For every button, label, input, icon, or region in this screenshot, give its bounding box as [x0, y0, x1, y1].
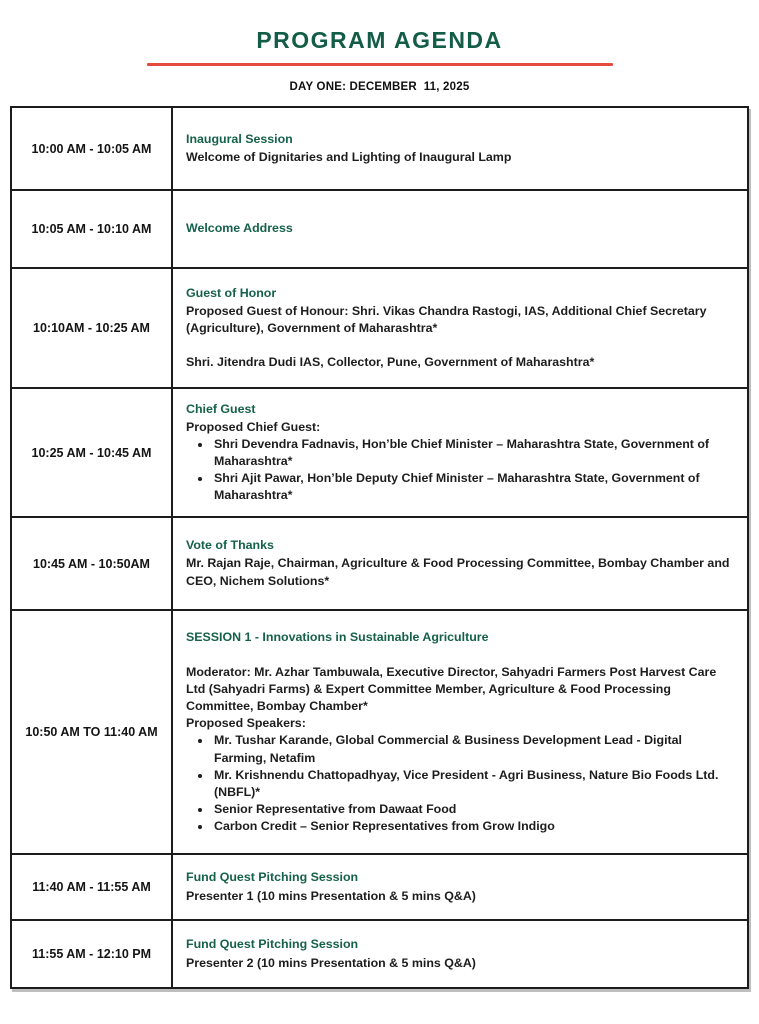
- session-text: Mr. Rajan Raje, Chairman, Agriculture & Food Processing Committee, Bombay Chamber and CEO, Nichem Solutions*: [186, 556, 730, 588]
- session-details: [173, 611, 747, 853]
- session-text: Proposed Guest of Honour: Shri. Vikas Chandra Rastogi, IAS, Additional Chief Secretary (Agriculture), Government of Maharashtra*: [186, 303, 707, 335]
- time-slot: 10:45 AM - 10:50AM: [12, 518, 173, 609]
- time-slot: 10:25 AM - 10:45 AM: [12, 389, 173, 516]
- agenda-row: [12, 921, 747, 987]
- spacer: [186, 337, 731, 354]
- agenda-row: [12, 389, 747, 518]
- session-details: [173, 108, 747, 189]
- speaker-item: • Mr. Tushar Karande, Global Commercial & Business Development Lead - Digital Farming, Netafim: [212, 732, 731, 766]
- agenda-row: [12, 108, 747, 191]
- agenda-row: [12, 611, 747, 855]
- time-slot: 11:40 AM - 11:55 AM: [12, 855, 173, 919]
- time-slot: 10:50 AM TO 11:40 AM: [12, 611, 173, 853]
- session-details: [173, 191, 747, 267]
- agenda-table: [10, 106, 749, 989]
- speaker-list: [186, 436, 731, 504]
- speaker-item: • Mr. Krishnendu Chattopadhyay, Vice President - Agri Business, Nature Bio Foods Ltd. (NBFL)*: [212, 767, 731, 801]
- agenda-row: [12, 269, 747, 389]
- session-title: Chief Guest: [186, 401, 256, 416]
- session-details: [173, 389, 747, 516]
- session-text: Moderator: Mr. Azhar Tambuwala, Executive Director, Sahyadri Farmers Post Harvest Care Ltd (Sahyadri Farms) & Expert Committee Member, Agriculture & Food Processing Committee, Bombay Chamber*: [186, 665, 717, 714]
- speaker-item: • Shri Devendra Fadnavis, Hon’ble Chief Minister – Maharashtra State, Government of Maharashtra*: [212, 436, 731, 470]
- title-divider: [147, 63, 613, 66]
- speaker-list: [186, 732, 731, 835]
- time-slot: 10:10AM - 10:25 AM: [12, 269, 173, 387]
- agenda-row: [12, 191, 747, 269]
- session-text: Welcome of Dignitaries and Lighting of Inaugural Lamp: [186, 150, 512, 164]
- session-text: Shri. Jitendra Dudi IAS, Collector, Pune, Government of Maharashtra*: [186, 355, 595, 370]
- session-title: Guest of Honor: [186, 285, 277, 300]
- session-title: Vote of Thanks: [186, 538, 274, 553]
- session-title: SESSION 1 - Innovations in Sustainable Agriculture: [186, 629, 489, 644]
- agenda-row: [12, 855, 747, 921]
- session-details: [173, 269, 747, 387]
- session-details: [173, 921, 747, 987]
- session-title: Fund Quest Pitching Session: [186, 870, 359, 885]
- agenda-row: [12, 518, 747, 611]
- session-text: Proposed Chief Guest:: [186, 419, 321, 434]
- speaker-item: • Carbon Credit – Senior Representatives from Grow Indigo: [212, 818, 731, 835]
- time-slot: 11:55 AM - 12:10 PM: [12, 921, 173, 987]
- page-title: PROGRAM AGENDA: [256, 27, 503, 53]
- speaker-item: • Shri Ajit Pawar, Hon’ble Deputy Chief Minister – Maharashtra State, Government of Maharashtra*: [212, 470, 731, 504]
- day-subtitle: DAY ONE: DECEMBER 11, 2025: [289, 81, 470, 93]
- session-details: [173, 855, 747, 919]
- session-text: Proposed Speakers:: [186, 716, 306, 731]
- session-title: Inaugural Session: [186, 131, 293, 146]
- session-title: Welcome Address: [186, 220, 293, 235]
- session-text: Presenter 2 (10 mins Presentation & 5 mins Q&A): [186, 955, 476, 970]
- time-slot: 10:05 AM - 10:10 AM: [12, 191, 173, 267]
- spacer: [186, 647, 731, 664]
- speaker-item: • Senior Representative from Dawaat Food: [212, 801, 731, 818]
- time-slot: 10:00 AM - 10:05 AM: [12, 108, 173, 189]
- session-text: Presenter 1 (10 mins Presentation & 5 mins Q&A): [186, 888, 476, 903]
- session-title: Fund Quest Pitching Session: [186, 937, 359, 952]
- session-details: [173, 518, 747, 609]
